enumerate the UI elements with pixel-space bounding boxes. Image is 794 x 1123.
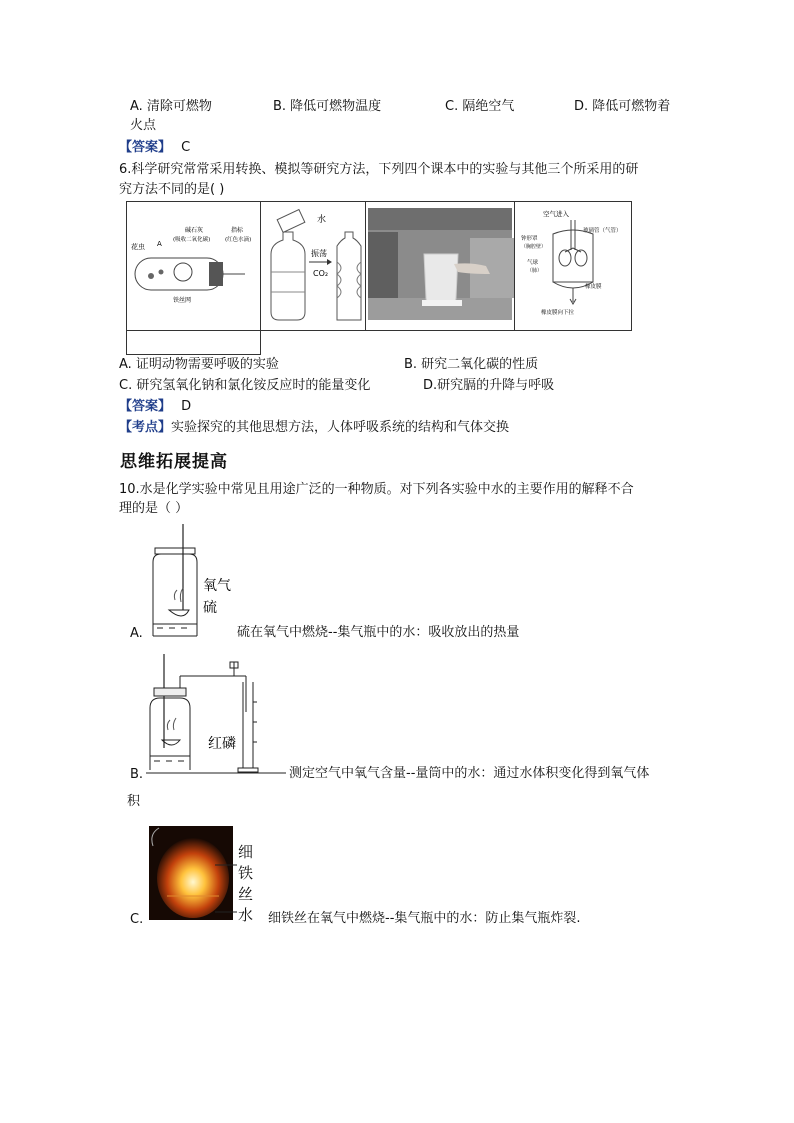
c-label-iron: 铁	[238, 864, 254, 882]
q6-stem-line-1: 6.科学研究常常采用转换、模拟等研究方法，下列四个课本中的实验与其他三个所采用的研	[119, 162, 639, 177]
q10-option-c-letter: C.	[130, 912, 144, 927]
fig4-label-bell-jar: 钟形罩	[521, 236, 538, 242]
fig1-label-insect: 花虫	[131, 243, 145, 251]
fig1-label-indicator: 指标	[231, 227, 244, 234]
q6-figure-table	[126, 201, 632, 355]
a-label-oxygen: 氧气	[203, 578, 231, 594]
q10-a-sulfur-jar	[145, 524, 235, 640]
q10-option-b-text-line-1: 测定空气中氧气含量--量筒中的水：通过水体积变化得到氧气体	[289, 766, 650, 781]
q6-stem-line-2: 究方法不同的是( )	[119, 182, 225, 197]
key-point-text: 实验探究的其他思想方法，人体呼吸系统的结构和气体交换	[171, 420, 510, 435]
section-heading: 思维拓展提高	[120, 452, 228, 472]
fig1-label-sodalime-note: (吸收二氧化碳)	[173, 237, 211, 243]
q5-option-d: D. 降低可燃物着	[574, 99, 671, 114]
fig1-label-mesh: 铁丝网	[173, 297, 192, 304]
fig4-label-balloon-note: （肺）	[527, 268, 543, 274]
q10-option-c-text: 细铁丝在氧气中燃烧--集气瓶中的水：防止集气瓶炸裂.	[268, 911, 581, 926]
fig-cell-2	[261, 202, 366, 331]
fig-cell-4	[515, 202, 632, 331]
fig1-label-a: A	[157, 240, 162, 248]
fig2-label-shake: 振荡	[311, 249, 327, 258]
q10-option-b-text-line-2: 积	[127, 794, 141, 809]
c-leader-lines	[215, 848, 239, 916]
c-label-wire: 丝	[238, 885, 254, 903]
q6-option-a: A. 证明动物需要呼吸的实验	[119, 357, 279, 372]
q6-option-c: C. 研究氢氧化钠和氯化铵反应时的能量变化	[119, 378, 371, 393]
q5-answer	[119, 139, 190, 157]
fig-cell-1	[127, 202, 261, 331]
q6-key-point	[119, 419, 509, 437]
q5-option-d-continued: 火点	[130, 118, 157, 133]
q10-option-a-letter: A.	[130, 626, 143, 641]
q6-answer	[119, 398, 191, 416]
fig4-label-pull: 橡皮膜向下拉	[541, 310, 575, 316]
fig4-label-glass-tube: 玻璃管（气管）	[583, 228, 622, 234]
q5-option-c: C. 隔绝空气	[445, 99, 515, 114]
fig4-label-rubber: 橡皮膜	[585, 284, 602, 290]
answer-value: D	[181, 399, 192, 414]
answer-tag: 【答案】	[119, 399, 172, 414]
q10-b-phosphorus-apparatus	[140, 652, 290, 780]
fig-co2-bottle	[261, 202, 365, 326]
fig2-label-co2: CO₂	[313, 269, 329, 278]
fig1-label-sodalime: 碱石灰	[185, 227, 204, 234]
fig-cell-3	[366, 202, 515, 331]
fig-animal-respiration	[127, 202, 260, 326]
fig4-label-balloon: 气球	[527, 260, 539, 266]
q5-option-a: A. 清除可燃物	[130, 99, 212, 114]
c-label-water: 水	[238, 906, 254, 924]
fig-empty-cell	[127, 331, 261, 355]
b-label-phosphorus: 红磷	[208, 736, 236, 752]
q5-option-b: B. 降低可燃物温度	[273, 99, 382, 114]
fig1-label-indicator-note: (红色水滴)	[225, 237, 252, 243]
fig-beaker-photo	[366, 202, 514, 326]
q10-stem-line-2: 理的是（ ）	[119, 501, 189, 516]
q10-option-b-letter: B.	[130, 767, 144, 782]
c-vertical-labels	[238, 842, 253, 926]
q6-option-d: D.研究膈的升降与呼吸	[423, 378, 555, 393]
answer-tag: 【答案】	[119, 140, 172, 155]
key-point-tag: 【考点】	[119, 420, 172, 435]
fig4-label-air-in: 空气进入	[543, 210, 569, 218]
q10-option-a-text: 硫在氧气中燃烧--集气瓶中的水：吸收放出的热量	[237, 625, 520, 640]
fig-diaphragm-model	[515, 202, 631, 326]
q10-stem-line-1: 10.水是化学实验中常见且用途广泛的一种物质。对下列各实验中水的主要作用的解释不合	[119, 482, 634, 497]
c-label-fine: 细	[238, 843, 254, 861]
fig4-label-bell-jar-note: （胸腔壁）	[521, 244, 547, 250]
fig2-label-water: 水	[317, 215, 327, 225]
a-label-sulfur: 硫	[203, 600, 217, 616]
q6-option-b: B. 研究二氧化碳的性质	[404, 357, 539, 372]
answer-value: C	[181, 140, 191, 155]
